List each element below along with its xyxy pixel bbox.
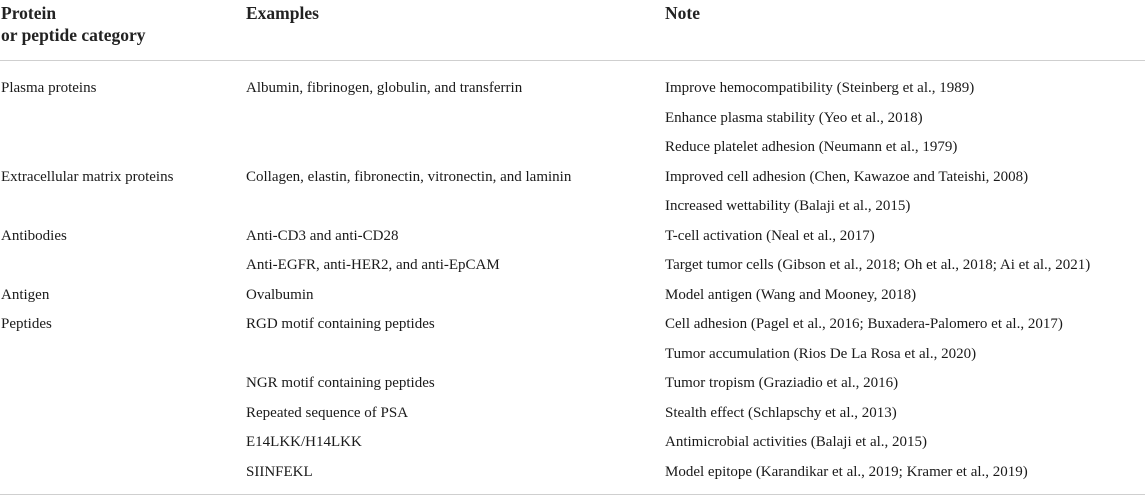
row-note: Enhance plasma stability (Yeo et al., 2018) bbox=[665, 110, 923, 126]
row-note: Target tumor cells (Gibson et al., 2018; Oh et al., 2018; Ai et al., 2021) bbox=[665, 257, 1091, 273]
row-example: E14LKK/H14LKK bbox=[246, 434, 362, 450]
row-category: Antibodies bbox=[1, 228, 67, 244]
header-note: Note bbox=[665, 3, 700, 23]
row-note: Improved cell adhesion (Chen, Kawazoe and Tateishi, 2008) bbox=[665, 169, 1029, 185]
row-example: SIINFEKL bbox=[246, 464, 313, 480]
row-note: Antimicrobial activities (Balaji et al., 2015) bbox=[665, 434, 928, 450]
row-category: Antigen bbox=[1, 287, 50, 303]
row-example: Anti-CD3 and anti-CD28 bbox=[246, 228, 399, 244]
row-note: Tumor tropism (Graziadio et al., 2016) bbox=[665, 375, 899, 391]
header-examples: Examples bbox=[246, 3, 319, 23]
row-note: Model antigen (Wang and Mooney, 2018) bbox=[665, 287, 917, 303]
row-example: Collagen, elastin, fibronectin, vitronectin, and laminin bbox=[246, 169, 572, 185]
row-category: Extracellular matrix proteins bbox=[1, 169, 174, 185]
row-note: T-cell activation (Neal et al., 2017) bbox=[665, 228, 875, 244]
row-note: Reduce platelet adhesion (Neumann et al., 1979) bbox=[665, 139, 958, 155]
row-example: RGD motif containing peptides bbox=[246, 316, 435, 332]
header-category-line1: Protein bbox=[1, 3, 57, 23]
row-example: Repeated sequence of PSA bbox=[246, 405, 409, 421]
row-note: Model epitope (Karandikar et al., 2019; Kramer et al., 2019) bbox=[665, 464, 1028, 480]
table-bottom-rule bbox=[0, 494, 1145, 495]
row-category: Plasma proteins bbox=[1, 80, 97, 96]
row-example: Albumin, fibrinogen, globulin, and transferrin bbox=[246, 80, 523, 96]
row-example: NGR motif containing peptides bbox=[246, 375, 435, 391]
header-divider bbox=[0, 60, 1145, 61]
row-note: Tumor accumulation (Rios De La Rosa et al., 2020) bbox=[665, 346, 977, 362]
row-note: Increased wettability (Balaji et al., 2015) bbox=[665, 198, 911, 214]
header-category-line2: or peptide category bbox=[1, 25, 146, 45]
row-note: Improve hemocompatibility (Steinberg et al., 1989) bbox=[665, 80, 975, 96]
row-note: Stealth effect (Schlapschy et al., 2013) bbox=[665, 405, 897, 421]
row-category: Peptides bbox=[1, 316, 52, 332]
row-example: Anti-EGFR, anti-HER2, and anti-EpCAM bbox=[246, 257, 500, 273]
row-note: Cell adhesion (Pagel et al., 2016; Buxadera-Palomero et al., 2017) bbox=[665, 316, 1063, 332]
row-example: Ovalbumin bbox=[246, 287, 314, 303]
